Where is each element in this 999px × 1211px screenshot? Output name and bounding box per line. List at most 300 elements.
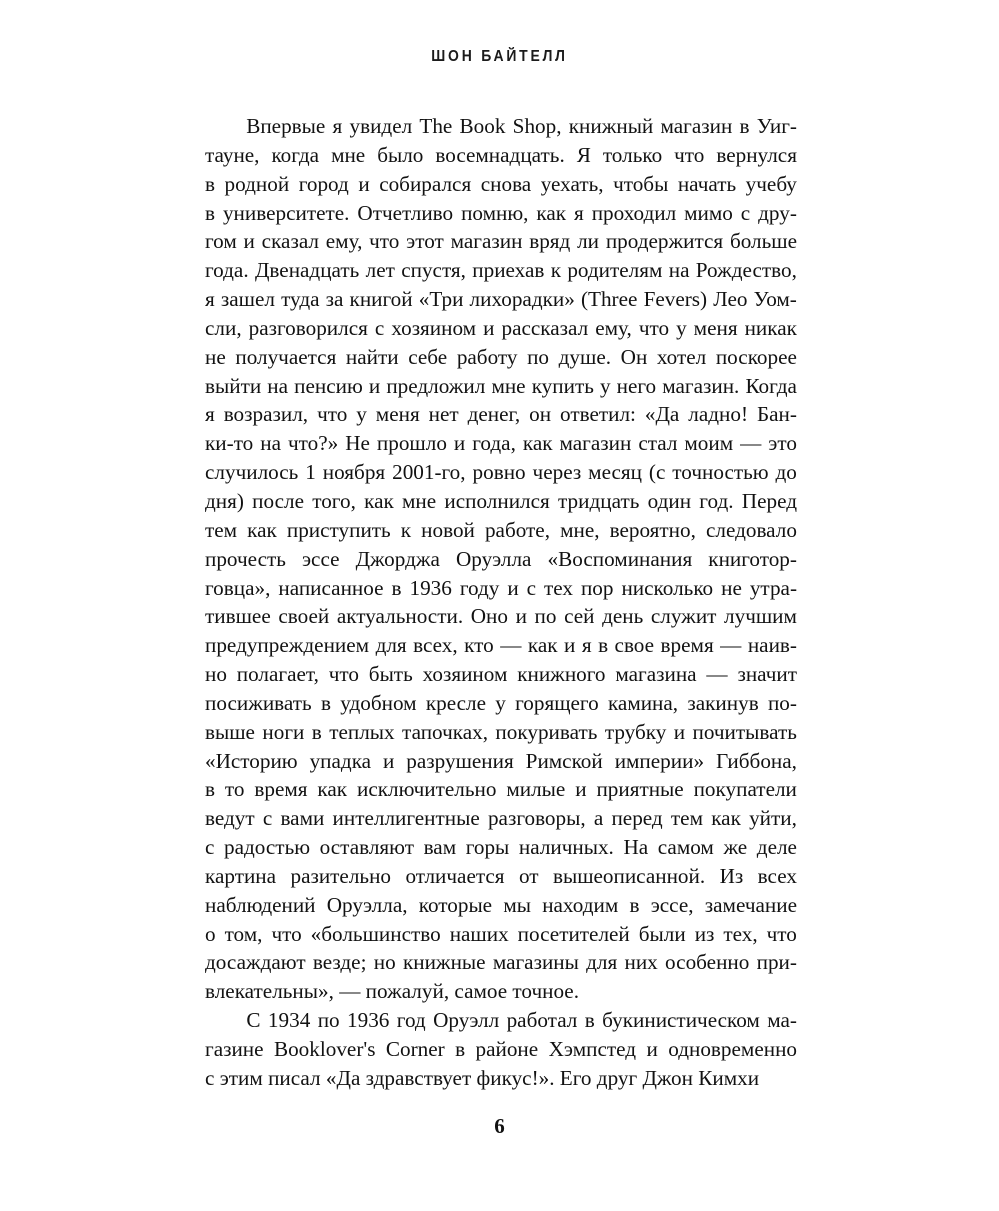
word: книготор- xyxy=(708,546,797,571)
word: находим xyxy=(542,892,619,917)
word: разговорился xyxy=(248,315,368,340)
word: того, xyxy=(312,488,356,513)
word: эссе, xyxy=(650,892,694,917)
word: и xyxy=(564,633,576,658)
word: Уиг- xyxy=(756,114,797,138)
word: Римской xyxy=(525,748,603,773)
word: купить xyxy=(531,373,594,398)
word: помню, xyxy=(461,200,529,225)
word: гом xyxy=(205,229,237,254)
text-line xyxy=(205,862,797,891)
word: наших xyxy=(449,921,509,946)
word: и xyxy=(358,171,370,196)
word: разительно xyxy=(290,863,392,888)
word: на xyxy=(668,258,690,283)
word: как xyxy=(364,488,394,513)
word: что xyxy=(674,142,705,167)
text-line xyxy=(205,372,797,401)
word: эссе xyxy=(301,546,340,571)
word: не xyxy=(205,344,226,369)
word: году xyxy=(459,575,500,600)
word: но xyxy=(205,662,227,687)
word: Я xyxy=(576,142,591,167)
word: тапочках, xyxy=(402,719,488,744)
word: магазин. xyxy=(662,373,740,398)
word: а xyxy=(593,806,604,831)
word: сли, xyxy=(205,315,242,340)
word: у xyxy=(495,690,506,715)
word: были xyxy=(638,921,686,946)
word: один xyxy=(647,488,692,513)
word: прочесть xyxy=(205,546,286,571)
word: магазин xyxy=(450,229,523,254)
word: вами xyxy=(280,806,325,831)
word: разрушения xyxy=(406,748,514,773)
word: которые xyxy=(418,892,493,917)
word: я xyxy=(205,287,215,312)
word: мне xyxy=(402,488,437,513)
word: тех, xyxy=(723,921,758,946)
word: «Три xyxy=(418,287,464,312)
word: лет xyxy=(365,258,395,283)
word: денег, xyxy=(467,402,521,427)
word: только xyxy=(602,142,663,167)
word: перед xyxy=(611,806,663,831)
word: что xyxy=(328,662,359,687)
word: покуривать xyxy=(495,719,598,744)
text-line xyxy=(205,545,797,574)
word: ровно xyxy=(472,460,526,485)
text-line xyxy=(205,314,797,343)
word: Рождество, xyxy=(695,258,797,283)
word: книжный xyxy=(568,114,654,138)
word: «Воспоминания xyxy=(547,546,693,571)
word: Впервые xyxy=(246,114,326,138)
text-line xyxy=(205,660,797,689)
word: ему, xyxy=(325,229,363,254)
word: быть xyxy=(368,662,413,687)
word: тем xyxy=(205,517,238,542)
word: Booklover's xyxy=(273,1037,376,1061)
word: написанное xyxy=(278,575,384,600)
word: уехать, xyxy=(540,171,604,196)
word: с xyxy=(526,575,537,600)
word: увидел xyxy=(349,114,413,138)
word: как xyxy=(317,777,348,802)
word: империи» xyxy=(614,748,705,773)
word: посиживать xyxy=(205,690,312,715)
text-line xyxy=(205,343,797,372)
word: до xyxy=(775,460,797,485)
word: вышеописанной. xyxy=(552,863,706,888)
word: получается xyxy=(235,344,337,369)
word: теплых xyxy=(329,719,395,744)
word: вам xyxy=(423,835,457,860)
word: в xyxy=(320,690,331,715)
word: «Историю xyxy=(205,748,298,773)
word: в xyxy=(205,200,216,225)
word: как xyxy=(247,517,277,542)
line-text: с этим писал «Да здравствует фикус!». Его друг Джон Кимхи xyxy=(205,1065,760,1090)
word: что xyxy=(766,921,797,946)
word: закинув xyxy=(687,690,759,715)
word: тех xyxy=(544,575,573,600)
word: работал xyxy=(506,1008,578,1033)
word: точностью xyxy=(672,460,769,485)
word: в xyxy=(205,171,216,196)
word: Fevers) xyxy=(643,287,708,312)
word: учебу xyxy=(745,171,797,196)
word: я xyxy=(574,200,584,225)
word: и xyxy=(507,575,519,600)
word: Отчетливо xyxy=(357,200,454,225)
word: университете. xyxy=(222,200,350,225)
word: картина xyxy=(205,863,277,888)
word: меня xyxy=(693,315,738,340)
word: 1936 xyxy=(409,575,452,600)
word: было xyxy=(377,142,424,167)
word: за xyxy=(325,287,344,312)
word: Оно xyxy=(470,604,508,629)
word: выше xyxy=(205,719,255,744)
word: и xyxy=(368,373,381,398)
word: я xyxy=(332,114,343,138)
word: новой xyxy=(421,517,475,542)
word: почитывать xyxy=(692,719,797,744)
word: трубку xyxy=(604,719,667,744)
text-line xyxy=(205,487,797,516)
word: тившее xyxy=(205,604,271,629)
word: служит xyxy=(650,604,717,629)
word: никак xyxy=(744,315,797,340)
word: Shop, xyxy=(512,114,562,138)
word: уйти, xyxy=(749,806,797,831)
word: одновременно xyxy=(668,1037,797,1061)
word: милые xyxy=(506,777,566,802)
word: на xyxy=(267,373,289,398)
word: восемнадцать. xyxy=(435,142,565,167)
word: магазина xyxy=(615,662,697,687)
word: горящего xyxy=(515,690,599,715)
word: актуальности. xyxy=(336,604,464,629)
word: год xyxy=(396,1008,426,1033)
word: с xyxy=(374,315,385,340)
word: букинистическом xyxy=(602,1008,760,1033)
word: замечание xyxy=(704,892,797,917)
word: выйти xyxy=(205,373,262,398)
word: от xyxy=(518,863,539,888)
word: пенсию xyxy=(294,373,363,398)
word: о xyxy=(205,921,216,946)
word: и xyxy=(483,315,495,340)
word: него xyxy=(616,373,657,398)
text-line xyxy=(205,920,797,949)
word: в xyxy=(598,633,609,658)
word: по xyxy=(317,1008,340,1033)
word: вернулся xyxy=(716,142,797,167)
word: когда xyxy=(271,142,320,167)
word: стал xyxy=(638,431,678,456)
text-line xyxy=(205,256,797,285)
text-line xyxy=(205,775,797,804)
word: Гиббона, xyxy=(715,748,797,773)
text-line xyxy=(205,689,797,718)
word: утра- xyxy=(749,575,797,600)
word: The xyxy=(419,114,453,138)
text-line xyxy=(205,977,797,1006)
word: 1 xyxy=(305,460,316,485)
word: — xyxy=(500,633,522,658)
word: день xyxy=(602,604,644,629)
word: как xyxy=(522,431,553,456)
paragraph-2 xyxy=(205,1006,797,1093)
word: же xyxy=(723,835,748,860)
word: родителям xyxy=(567,258,663,283)
word: нет xyxy=(428,402,459,427)
word: самом xyxy=(657,835,714,860)
word: предупреждением xyxy=(205,633,370,658)
word: меня xyxy=(375,402,420,427)
word: дня) xyxy=(205,488,244,513)
word: поскорее xyxy=(715,344,797,369)
word: хозяином xyxy=(422,662,508,687)
text-line xyxy=(205,458,797,487)
word: родной xyxy=(224,171,290,196)
word: мы xyxy=(503,892,531,917)
word: мне xyxy=(491,373,526,398)
word: «большинство xyxy=(310,921,441,946)
word: них xyxy=(624,950,658,975)
word: месяц xyxy=(588,460,642,485)
word: и xyxy=(575,777,587,802)
word: наличных. xyxy=(518,835,614,860)
word: чтобы xyxy=(613,171,669,196)
word: покупатели xyxy=(693,777,797,802)
word: тем xyxy=(670,806,703,831)
text-line xyxy=(205,429,797,458)
word: своей xyxy=(278,604,330,629)
word: не xyxy=(721,575,742,600)
word: Оруэлла, xyxy=(326,892,408,917)
word: работу xyxy=(456,344,518,369)
word: у xyxy=(676,315,687,340)
word: Corner xyxy=(385,1037,445,1061)
word: по xyxy=(527,344,550,369)
word: больше xyxy=(729,229,797,254)
text-line xyxy=(205,631,797,660)
word: дру- xyxy=(758,200,797,225)
text-line xyxy=(205,516,797,545)
word: с xyxy=(205,835,215,860)
word: для xyxy=(375,633,407,658)
word: вероятно, xyxy=(609,517,696,542)
word: и xyxy=(646,1037,658,1061)
word: интеллигентные xyxy=(332,806,480,831)
word: и xyxy=(673,719,686,744)
word: 2001-го, xyxy=(392,460,466,485)
word: книгой xyxy=(349,287,413,312)
word: для xyxy=(586,950,618,975)
text-line xyxy=(205,833,797,862)
word: спустя, xyxy=(401,258,466,283)
word: снова xyxy=(480,171,532,196)
word: рассказал xyxy=(501,315,589,340)
word: у xyxy=(356,402,367,427)
first-line-indent xyxy=(205,112,239,141)
word: магазин xyxy=(660,114,733,138)
word: везде; xyxy=(312,950,367,975)
word: и xyxy=(453,431,466,456)
word: возразил, xyxy=(223,402,309,427)
word: Book xyxy=(459,114,506,138)
word: при- xyxy=(756,950,797,975)
word: ма- xyxy=(767,1008,797,1033)
word: Хэмпстед xyxy=(548,1037,637,1061)
text-line xyxy=(205,170,797,199)
word: с xyxy=(740,200,751,225)
word: зашел xyxy=(220,287,275,312)
word: Уом- xyxy=(753,287,797,312)
word: в xyxy=(311,719,322,744)
word: наблюдений xyxy=(205,892,316,917)
text-line xyxy=(205,1064,797,1093)
word: Оруэлл xyxy=(433,1008,500,1033)
word: душе. xyxy=(558,344,612,369)
word: Когда xyxy=(745,373,797,398)
paragraph-1 xyxy=(205,112,797,1006)
word: тридцать xyxy=(558,488,640,513)
word: я xyxy=(205,402,215,427)
text-line xyxy=(205,804,797,833)
word: ли xyxy=(577,229,600,254)
word: проходил xyxy=(591,200,677,225)
word: том, xyxy=(224,921,263,946)
word: Он xyxy=(620,344,648,369)
word: прошло xyxy=(376,431,447,456)
word: мне, xyxy=(560,517,600,542)
word: по- xyxy=(767,690,797,715)
page-number: 6 xyxy=(494,1114,505,1138)
word: лихорадки» xyxy=(469,287,575,312)
word: удобном xyxy=(340,690,417,715)
word: найти xyxy=(345,344,399,369)
word: Джорджа xyxy=(355,546,440,571)
word: магазины xyxy=(492,950,579,975)
word: Оруэлла xyxy=(455,546,532,571)
word: ответил: xyxy=(560,402,636,427)
running-head: ШОН БАЙТЕЛЛ xyxy=(431,48,568,65)
word: 1934 xyxy=(267,1008,311,1033)
text-line xyxy=(205,948,797,977)
word: в xyxy=(739,114,750,138)
word: в xyxy=(584,1008,595,1033)
word: в xyxy=(629,892,640,917)
word: исключительно xyxy=(356,777,497,802)
word: посетителей xyxy=(517,921,630,946)
word: приехав xyxy=(472,258,545,283)
word: нисколько xyxy=(621,575,714,600)
word: хотел xyxy=(656,344,707,369)
word: продержится xyxy=(605,229,724,254)
text-line xyxy=(205,400,797,429)
word: районе xyxy=(475,1037,539,1061)
word: что?» xyxy=(287,431,339,456)
word: (Three xyxy=(580,287,638,312)
word: себе xyxy=(408,344,448,369)
word: у xyxy=(599,373,611,398)
word: разговоры, xyxy=(487,806,586,831)
word: — xyxy=(740,431,762,456)
word: сказал xyxy=(261,229,319,254)
word: говца», xyxy=(205,575,271,600)
word: следовало xyxy=(705,517,797,542)
word: из xyxy=(694,921,715,946)
text-line xyxy=(205,141,797,170)
word: в xyxy=(391,575,402,600)
word: что xyxy=(369,229,400,254)
word: 1936 xyxy=(347,1008,390,1033)
word: после xyxy=(252,488,304,513)
word: газине xyxy=(205,1037,264,1061)
word: лучшим xyxy=(724,604,797,629)
word: случилось xyxy=(205,460,299,485)
word: книжные xyxy=(402,950,486,975)
word: радостью xyxy=(224,835,311,860)
text-line xyxy=(205,199,797,228)
word: как xyxy=(527,633,558,658)
word: горы xyxy=(465,835,510,860)
word: на xyxy=(260,431,281,456)
text-line xyxy=(205,574,797,603)
word: камина, xyxy=(607,690,679,715)
word: то xyxy=(224,777,245,802)
word: и xyxy=(383,748,395,773)
word: начать xyxy=(677,171,737,196)
word: мне xyxy=(331,142,366,167)
first-line-indent xyxy=(205,1006,239,1035)
word: Двенадцать xyxy=(254,258,360,283)
word: приступить xyxy=(286,517,391,542)
text-line xyxy=(205,1006,797,1035)
word: отличается xyxy=(405,863,505,888)
word: — xyxy=(720,633,742,658)
word: всех xyxy=(757,863,797,888)
word: сей xyxy=(564,604,595,629)
word: ему, xyxy=(595,315,632,340)
word: как xyxy=(711,806,741,831)
word: Не xyxy=(345,431,370,456)
word: — xyxy=(706,662,728,687)
word: туда xyxy=(281,287,320,312)
word: этот xyxy=(406,229,444,254)
word: в xyxy=(455,1037,466,1061)
word: с xyxy=(262,806,273,831)
word: но xyxy=(373,950,396,975)
word: наив- xyxy=(747,633,797,658)
word: тауне, xyxy=(205,142,260,167)
text-line xyxy=(205,227,797,256)
word: хозяином xyxy=(391,315,477,340)
word: ноги xyxy=(262,719,305,744)
word: время xyxy=(254,777,308,802)
word: время xyxy=(660,633,714,658)
word: полагает, xyxy=(236,662,319,687)
word: С xyxy=(246,1008,261,1033)
word: собирался xyxy=(379,171,472,196)
word: предложил xyxy=(386,373,486,398)
word: приятные xyxy=(596,777,684,802)
word: к xyxy=(550,258,562,283)
